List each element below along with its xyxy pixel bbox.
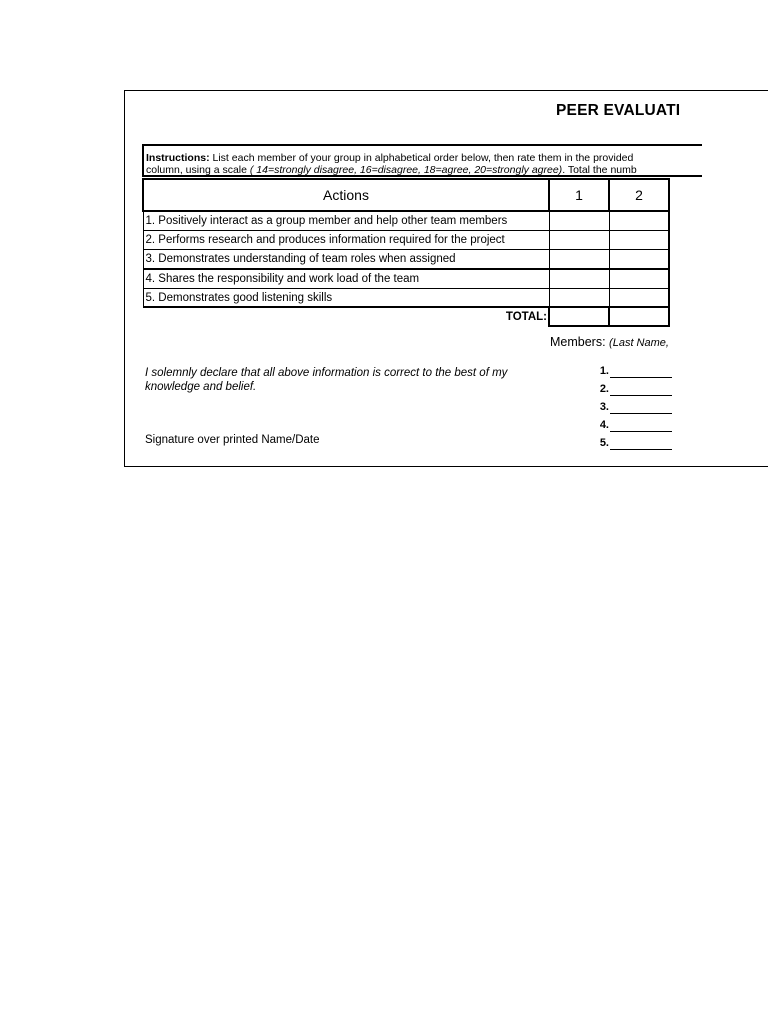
- total-row: [143, 307, 669, 326]
- instructions-scale: ( 14=strongly disagree, 16=disagree, 18=agree, 20=strongly agree): [249, 164, 563, 176]
- instructions-line2-end: . Total the numb: [562, 164, 637, 176]
- rating-cell[interactable]: [549, 250, 609, 269]
- member-number: 5.: [599, 437, 609, 449]
- members-label: [550, 335, 669, 349]
- rating-cell[interactable]: [609, 288, 669, 307]
- member-number: 3.: [599, 401, 609, 413]
- action-label: 3. Demonstrates understanding of team roles when assigned: [143, 250, 549, 269]
- total-cell[interactable]: [549, 307, 609, 326]
- column-header-2: 2: [609, 179, 669, 211]
- total-label: TOTAL:: [505, 311, 547, 324]
- rating-table: [142, 178, 670, 327]
- member-line[interactable]: [597, 432, 672, 450]
- members-label-text: Members:: [550, 335, 610, 349]
- member-line[interactable]: [597, 414, 672, 432]
- member-number: 2.: [599, 383, 609, 395]
- action-label: 5. Demonstrates good listening skills: [143, 288, 549, 307]
- table-row: [143, 230, 669, 249]
- member-number: 1.: [599, 365, 609, 377]
- member-blank[interactable]: [610, 436, 672, 450]
- signature-label: Signature over printed Name/Date: [145, 434, 320, 446]
- rating-cell[interactable]: [549, 230, 609, 249]
- rating-cell[interactable]: [549, 288, 609, 307]
- instructions-line1: List each member of your group in alphabetical order below, then rate them in the provided: [209, 152, 634, 164]
- table-row: [143, 211, 669, 230]
- table-row: [143, 250, 669, 269]
- rating-cell[interactable]: [609, 211, 669, 230]
- total-cell[interactable]: [609, 307, 669, 326]
- action-label: 1. Positively interact as a group member and help other team members: [143, 211, 549, 230]
- declaration-text: I solemnly declare that all above information is correct to the best of my knowledge and belief.: [145, 367, 508, 393]
- table-row: [143, 269, 669, 288]
- instructions-box: [142, 144, 702, 177]
- member-blank[interactable]: [610, 364, 672, 378]
- instructions-label: Instructions:: [146, 152, 210, 164]
- member-line[interactable]: [597, 396, 672, 414]
- member-blank[interactable]: [610, 418, 672, 432]
- action-label: 4. Shares the responsibility and work load of the team: [143, 269, 549, 288]
- member-line[interactable]: [597, 360, 672, 378]
- rating-cell[interactable]: [609, 269, 669, 288]
- evaluation-sheet: [124, 90, 768, 467]
- member-line[interactable]: [597, 378, 672, 396]
- member-blank[interactable]: [610, 400, 672, 414]
- table-row: [143, 288, 669, 307]
- member-list: [597, 360, 672, 450]
- column-header-1: 1: [549, 179, 609, 211]
- rating-cell[interactable]: [609, 250, 669, 269]
- table-header-row: [143, 179, 669, 211]
- members-hint: (Last Name,: [609, 337, 669, 349]
- actions-header: Actions: [143, 179, 549, 211]
- action-label: 2. Performs research and produces information required for the project: [143, 230, 549, 249]
- member-blank[interactable]: [610, 382, 672, 396]
- rating-cell[interactable]: [549, 211, 609, 230]
- page-title: PEER EVALUATI: [556, 102, 681, 119]
- instructions-line2-start: column, using a scale: [146, 164, 250, 176]
- member-number: 4.: [599, 419, 609, 431]
- rating-cell[interactable]: [609, 230, 669, 249]
- rating-cell[interactable]: [549, 269, 609, 288]
